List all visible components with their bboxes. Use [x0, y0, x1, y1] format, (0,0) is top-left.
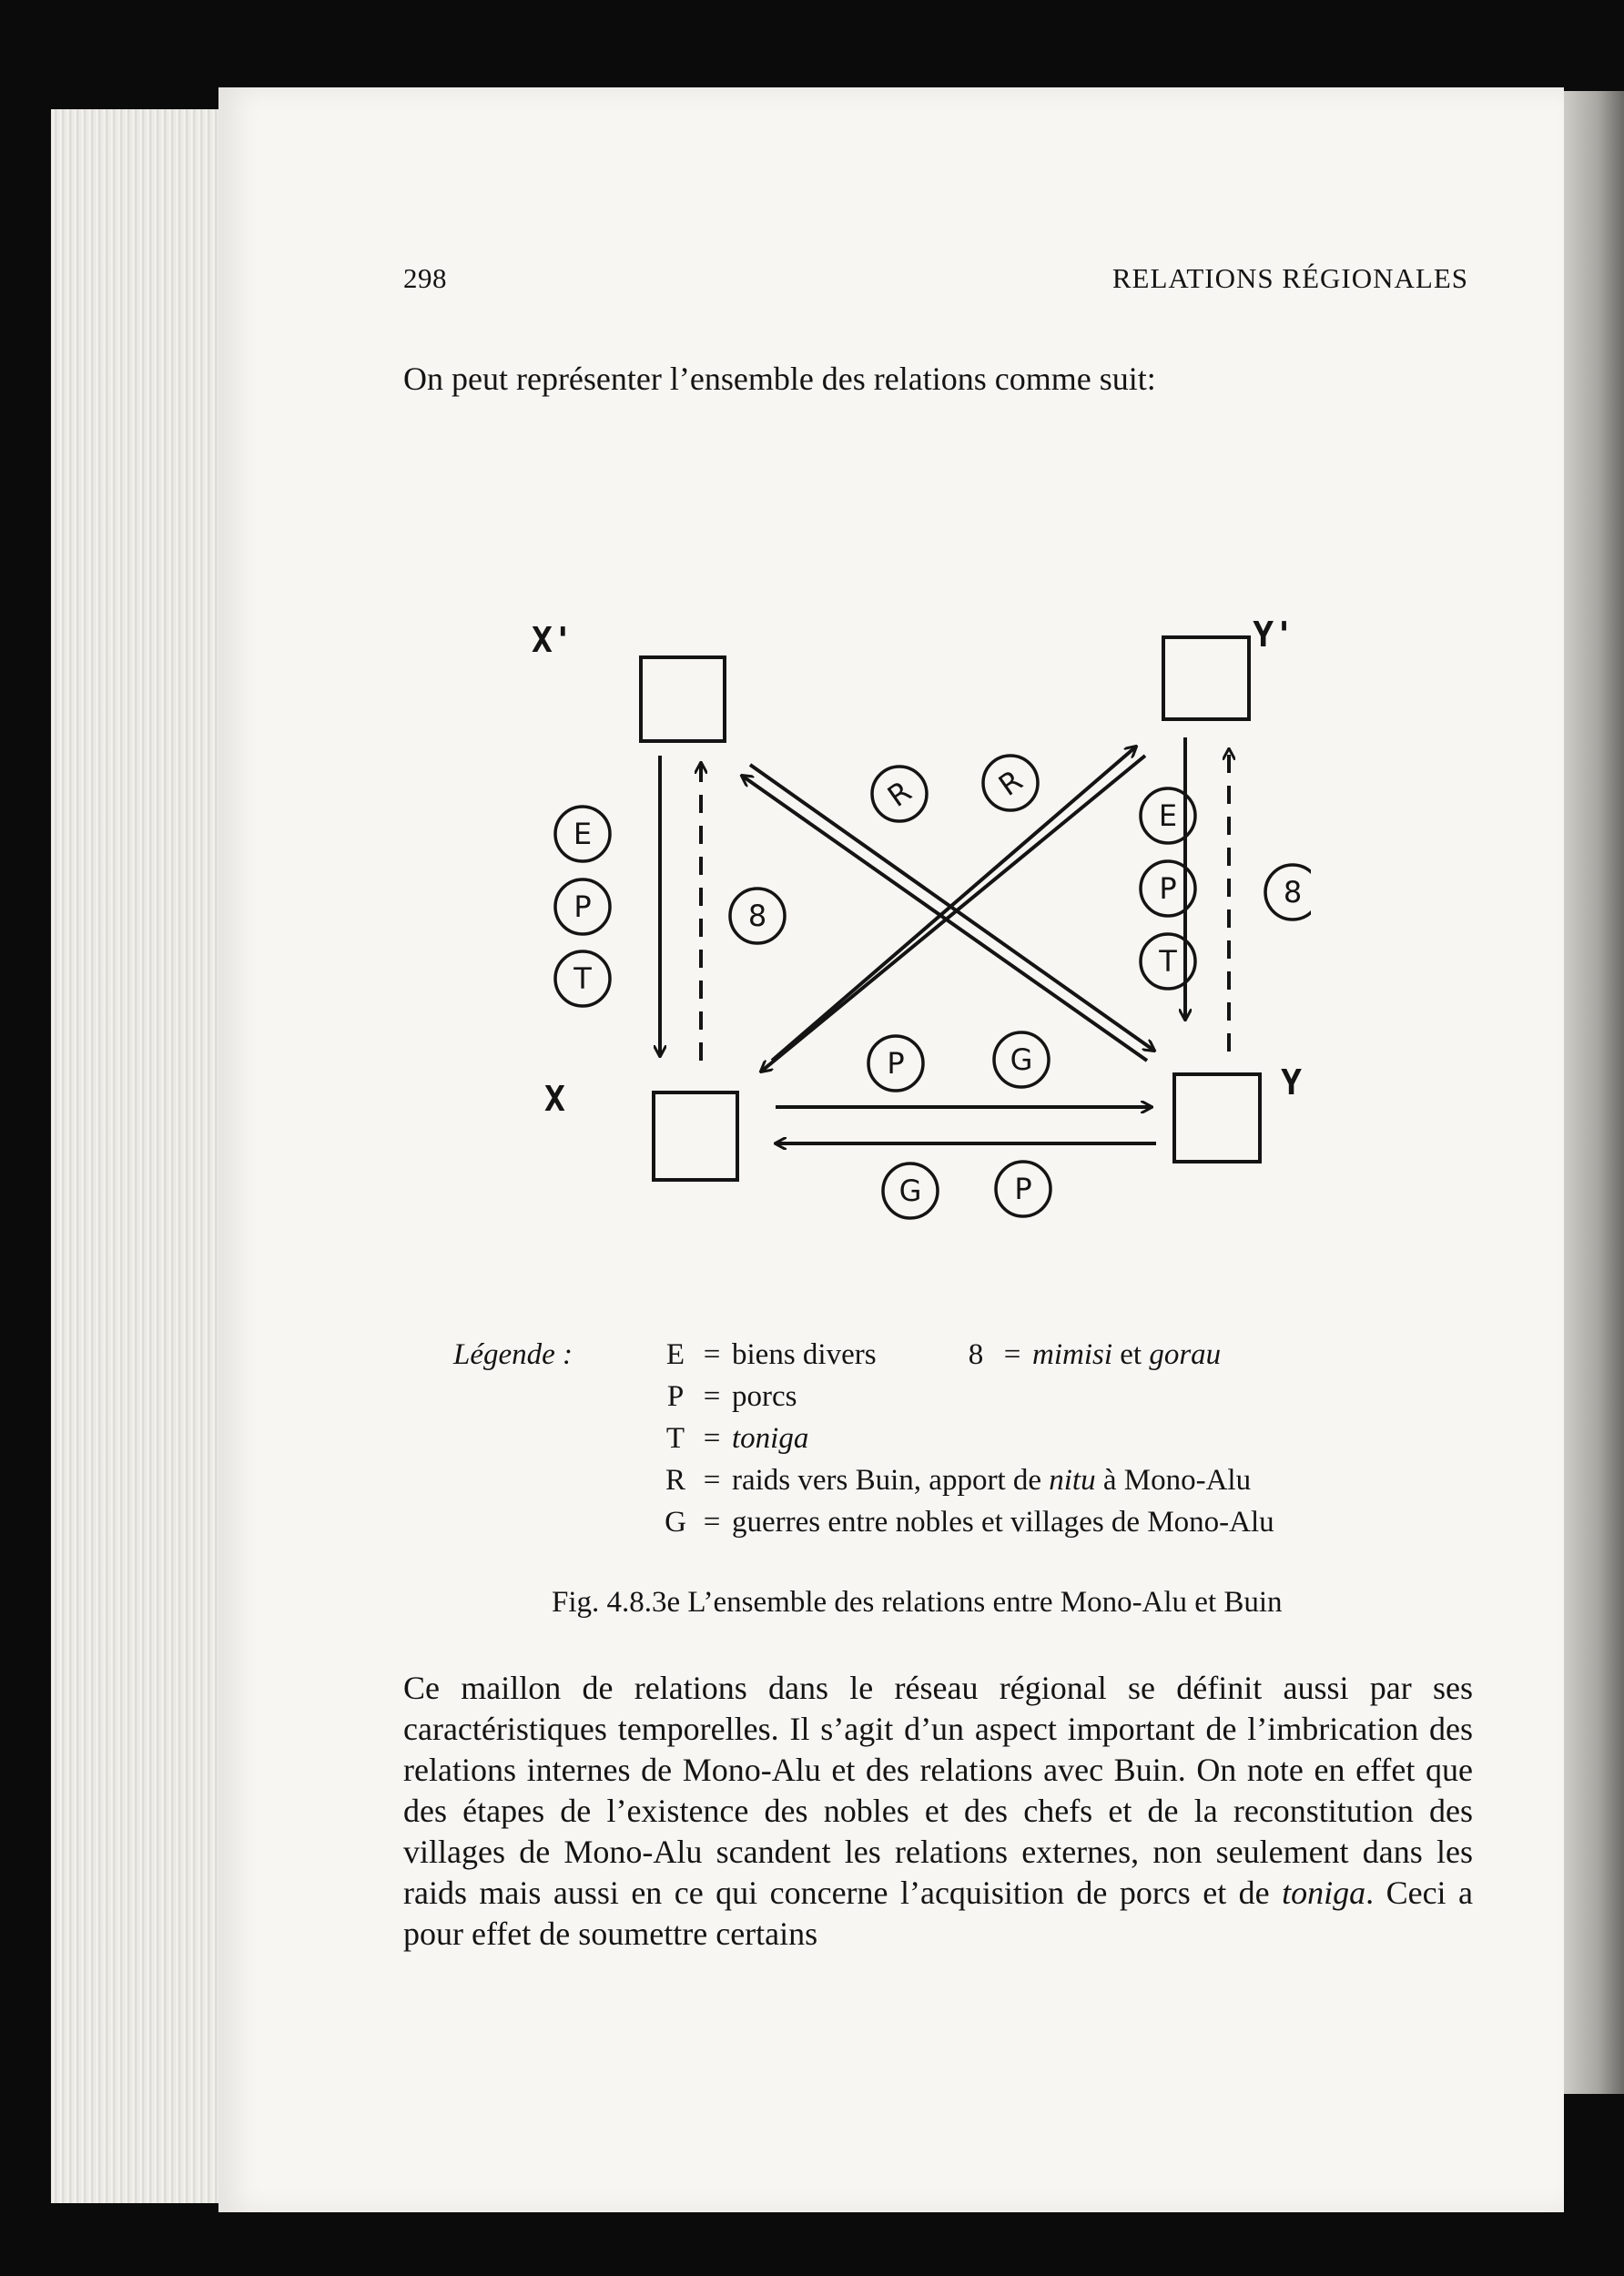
- box-y-prime: [1163, 637, 1249, 719]
- marker-diagonal-r-1: R: [880, 774, 919, 814]
- marker-right-8: 8: [1283, 875, 1303, 909]
- marker-left-p: P: [573, 889, 592, 924]
- intro-paragraph: On peut représenter l’ensemble des relations comme suit:: [403, 361, 1156, 397]
- legend-item-t: T = toniga: [665, 1422, 809, 1455]
- legend-item-8: 8 = mimisi et gorau: [968, 1338, 1222, 1371]
- box-x: [654, 1092, 737, 1180]
- marker-left-e: E: [573, 817, 593, 851]
- box-y: [1174, 1074, 1260, 1162]
- marker-bottom-lower-p: P: [1014, 1172, 1032, 1206]
- body-paragraph: Ce maillon de relations dans le réseau régional se définit aussi par ses caractéristiques temporelles. Il s’agit d’un aspect important de l’imbrication des relations internes de Mono-Alu et des relations avec Buin. On note en effet que des étapes de l’existence des nobles et des chefs et de la reconstitution des villages de Mono-Alu scandent les relations externes, non seulement dans les raids mais aussi en ce qui concerne l’acquisition de porcs et de toniga. Ceci a pour effet de soumettre certains: [403, 1670, 1473, 1952]
- relations-diagram: [510, 601, 1311, 1238]
- marker-bottom-upper-p: P: [887, 1046, 905, 1081]
- marker-bottom-upper-g: G: [1010, 1042, 1033, 1077]
- facing-page-edge: [1558, 91, 1624, 2094]
- marker-right-e: E: [1158, 798, 1178, 833]
- marker-left-t: T: [573, 961, 592, 996]
- book-page-edges: [51, 109, 242, 2203]
- marker-right-p: P: [1159, 871, 1177, 906]
- legend-title: Légende :: [453, 1338, 573, 1371]
- figure-caption: Fig. 4.8.3e L’ensemble des relations entre Mono-Alu et Buin: [552, 1586, 1283, 1619]
- legend-item-e: E = biens divers: [665, 1338, 877, 1371]
- legend-item-r: R = raids vers Buin, apport de nitu à Mono-Alu: [665, 1464, 1252, 1497]
- page-number: 298: [403, 262, 447, 294]
- legend: [453, 1338, 1455, 1548]
- node-label-x-prime: X': [532, 620, 573, 660]
- legend-item-p: P = porcs: [666, 1380, 797, 1413]
- marker-right-t: T: [1159, 944, 1177, 979]
- node-label-x: X: [544, 1079, 565, 1119]
- section-title: RELATIONS RÉGIONALES: [1111, 262, 1468, 294]
- marker-left-8: 8: [747, 899, 767, 933]
- node-label-y: Y: [1281, 1062, 1302, 1102]
- legend-item-g: G = guerres entre nobles et villages de Mono-Alu: [665, 1506, 1274, 1539]
- marker-diagonal-r-2: R: [991, 763, 1030, 803]
- running-head: [403, 262, 1468, 299]
- marker-bottom-lower-g: G: [898, 1174, 922, 1208]
- node-label-y-prime: Y': [1253, 615, 1294, 655]
- box-x-prime: [641, 657, 725, 741]
